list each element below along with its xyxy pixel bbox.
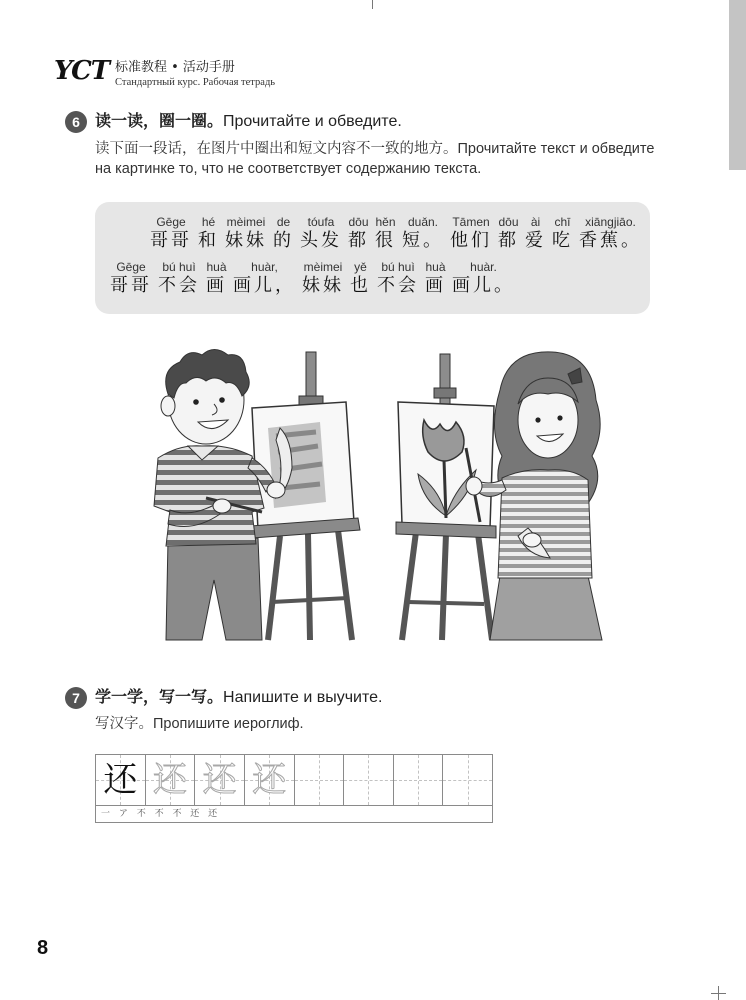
writing-cell-trace bbox=[245, 755, 295, 805]
pinyin-word: hěn bbox=[375, 215, 396, 229]
hanzi-word: 短。 bbox=[402, 230, 444, 251]
yct-logo: YCT bbox=[54, 56, 110, 86]
girl-hand bbox=[466, 477, 482, 495]
pinyin-word: huàr. bbox=[470, 260, 497, 274]
passage-word bbox=[233, 260, 296, 297]
exercise-number-badge: 7 bbox=[65, 687, 87, 709]
writing-cell-empty bbox=[344, 755, 394, 805]
pinyin-word: tóufa bbox=[307, 215, 335, 229]
boy-trousers bbox=[166, 538, 262, 640]
passage-word bbox=[158, 260, 200, 297]
easel-leg bbox=[402, 532, 416, 640]
passage-word bbox=[579, 215, 642, 252]
pinyin-word: de bbox=[276, 215, 291, 229]
girl-hand bbox=[523, 533, 541, 547]
exercise-7-title-russian: Напишите и выучите. bbox=[223, 689, 383, 706]
passage-word bbox=[150, 215, 192, 252]
hanzi-word: 都 bbox=[348, 230, 369, 251]
passage-word bbox=[498, 215, 519, 252]
writing-grid-row bbox=[96, 755, 492, 806]
book-title-russian: Стандартный курс. Рабочая тетрадь bbox=[115, 77, 276, 88]
hanzi-word: 很 bbox=[375, 230, 396, 251]
passage-word bbox=[302, 260, 344, 297]
pinyin-word: dōu bbox=[348, 215, 369, 229]
passage-word bbox=[273, 215, 294, 252]
easel-right bbox=[396, 354, 496, 640]
pinyin-word: bú huì bbox=[381, 260, 415, 274]
passage-line-2 bbox=[110, 260, 515, 297]
pinyin-word: Gēge bbox=[156, 215, 186, 229]
hanzi-word: 也 bbox=[350, 275, 371, 296]
pinyin-word: duǎn. bbox=[407, 215, 439, 229]
easel-leg bbox=[478, 534, 492, 640]
pinyin-word: ài bbox=[530, 215, 541, 229]
hanzi-word: 和 bbox=[198, 230, 219, 251]
pinyin-word: mèimei bbox=[226, 215, 266, 229]
writing-cell-empty bbox=[394, 755, 444, 805]
boy-eye bbox=[219, 397, 225, 403]
exercise-6-instruction-line-2: на картинке то, что не соответствует содержанию текста. bbox=[95, 161, 482, 177]
pinyin-word: mèimei bbox=[303, 260, 343, 274]
pinyin-word: chī bbox=[554, 215, 571, 229]
boy-hand bbox=[267, 482, 285, 498]
girl-skirt bbox=[490, 576, 602, 640]
hanzi-word: 不会 bbox=[377, 275, 419, 296]
easel-crossbar bbox=[408, 602, 484, 604]
passage-word bbox=[225, 215, 267, 252]
easel-leg bbox=[442, 534, 446, 640]
passage-word bbox=[525, 215, 546, 252]
passage-word bbox=[452, 260, 515, 297]
pinyin-word: Tāmen bbox=[452, 215, 490, 229]
writing-cell-empty bbox=[295, 755, 345, 805]
girl-eye bbox=[557, 415, 562, 420]
boy-striped-shirt bbox=[154, 446, 264, 546]
passage-word bbox=[402, 215, 444, 252]
hanzi-word: 妹妹 bbox=[225, 230, 267, 251]
girl-striped-top bbox=[498, 470, 592, 578]
exercise-6-title-chinese: 读一读，圈一圈。 bbox=[95, 113, 224, 130]
page-number: 8 bbox=[37, 937, 49, 959]
passage-word bbox=[375, 215, 396, 252]
trace-character: 还 bbox=[152, 760, 187, 800]
exercise-6-instruction-line-1: 读下面一段话，在图片中圈出和短文内容不一致的地方。Прочитайте текст и обведите bbox=[95, 141, 655, 157]
hanzi-word: 吃 bbox=[552, 230, 573, 251]
passage-word bbox=[206, 260, 227, 297]
passage-word bbox=[377, 260, 419, 297]
hanzi-word: 爱 bbox=[525, 230, 546, 251]
writing-cell-model bbox=[96, 755, 146, 805]
hanzi-word: 画 bbox=[425, 275, 446, 296]
passage-word bbox=[450, 215, 492, 252]
crop-mark-bottom-bar bbox=[711, 993, 726, 994]
passage-word bbox=[425, 260, 446, 297]
side-tab bbox=[729, 0, 746, 170]
hanzi-word: 哥哥 bbox=[150, 230, 192, 251]
pinyin-word: Gēge bbox=[116, 260, 146, 274]
hanzi-word: 的 bbox=[273, 230, 294, 251]
passage-word bbox=[110, 260, 152, 297]
exercise-6-title bbox=[95, 111, 402, 133]
passage-word bbox=[552, 215, 573, 252]
hanzi-word: 头发 bbox=[300, 230, 342, 251]
hanzi-word: 都 bbox=[498, 230, 519, 251]
exercise-number-badge: 6 bbox=[65, 111, 87, 133]
passage-word bbox=[348, 215, 369, 252]
exercise-7-instruction: 写汉字。Пропишите иероглиф. bbox=[95, 716, 304, 732]
hanzi-word: 画儿， bbox=[233, 275, 296, 296]
pinyin-word: huà bbox=[425, 260, 446, 274]
easel-leg bbox=[268, 536, 280, 640]
writing-grid bbox=[95, 754, 493, 823]
illustration-kids-painting bbox=[140, 340, 610, 650]
book-title-chinese: 标准教程 • 活动手册 bbox=[115, 60, 235, 75]
reading-passage-box bbox=[95, 202, 650, 314]
hanzi-word: 画儿。 bbox=[452, 275, 515, 296]
boy-eye bbox=[193, 399, 199, 405]
passage-word bbox=[350, 260, 371, 297]
easel-clamp bbox=[434, 388, 456, 398]
pinyin-word: hé bbox=[201, 215, 216, 229]
girl-eye bbox=[535, 417, 540, 422]
crop-mark-top bbox=[372, 0, 373, 9]
exercise-6-title-russian: Прочитайте и обведите. bbox=[223, 113, 402, 130]
exercise-7-title bbox=[95, 687, 382, 709]
boy-ear bbox=[161, 396, 175, 416]
easel-left bbox=[250, 352, 360, 640]
pinyin-word: xiāngjiāo. bbox=[585, 215, 636, 229]
easel-leg bbox=[338, 530, 352, 640]
tulip-stem bbox=[444, 460, 446, 518]
easel-leg bbox=[308, 534, 310, 640]
easel-crossbar bbox=[272, 598, 348, 602]
pinyin-word: bú huì bbox=[162, 260, 196, 274]
writing-cell-empty bbox=[443, 755, 492, 805]
passage-word bbox=[300, 215, 342, 252]
trace-character: 还 bbox=[252, 760, 287, 800]
boy-hand bbox=[213, 499, 231, 513]
passage-line-1 bbox=[150, 215, 642, 252]
writing-cell-trace bbox=[195, 755, 245, 805]
hanzi-word: 他们 bbox=[450, 230, 492, 251]
hanzi-word: 香蕉。 bbox=[579, 230, 642, 251]
stroke-order-strip: 一 ア 不 不 不 还 还 bbox=[101, 809, 221, 819]
passage-word bbox=[198, 215, 219, 252]
writing-cell-trace bbox=[146, 755, 196, 805]
exercise-7-title-chinese: 学一学，写一写。 bbox=[95, 689, 224, 706]
hanzi-word: 画 bbox=[206, 275, 227, 296]
trace-character: 还 bbox=[202, 760, 237, 800]
pinyin-word: huàr, bbox=[251, 260, 278, 274]
model-character: 还 bbox=[103, 760, 138, 800]
hanzi-word: 哥哥 bbox=[110, 275, 152, 296]
pinyin-word: dōu bbox=[498, 215, 519, 229]
pinyin-word: yě bbox=[354, 260, 367, 274]
hanzi-word: 妹妹 bbox=[302, 275, 344, 296]
pinyin-word: huà bbox=[206, 260, 227, 274]
hanzi-word: 不会 bbox=[158, 275, 200, 296]
